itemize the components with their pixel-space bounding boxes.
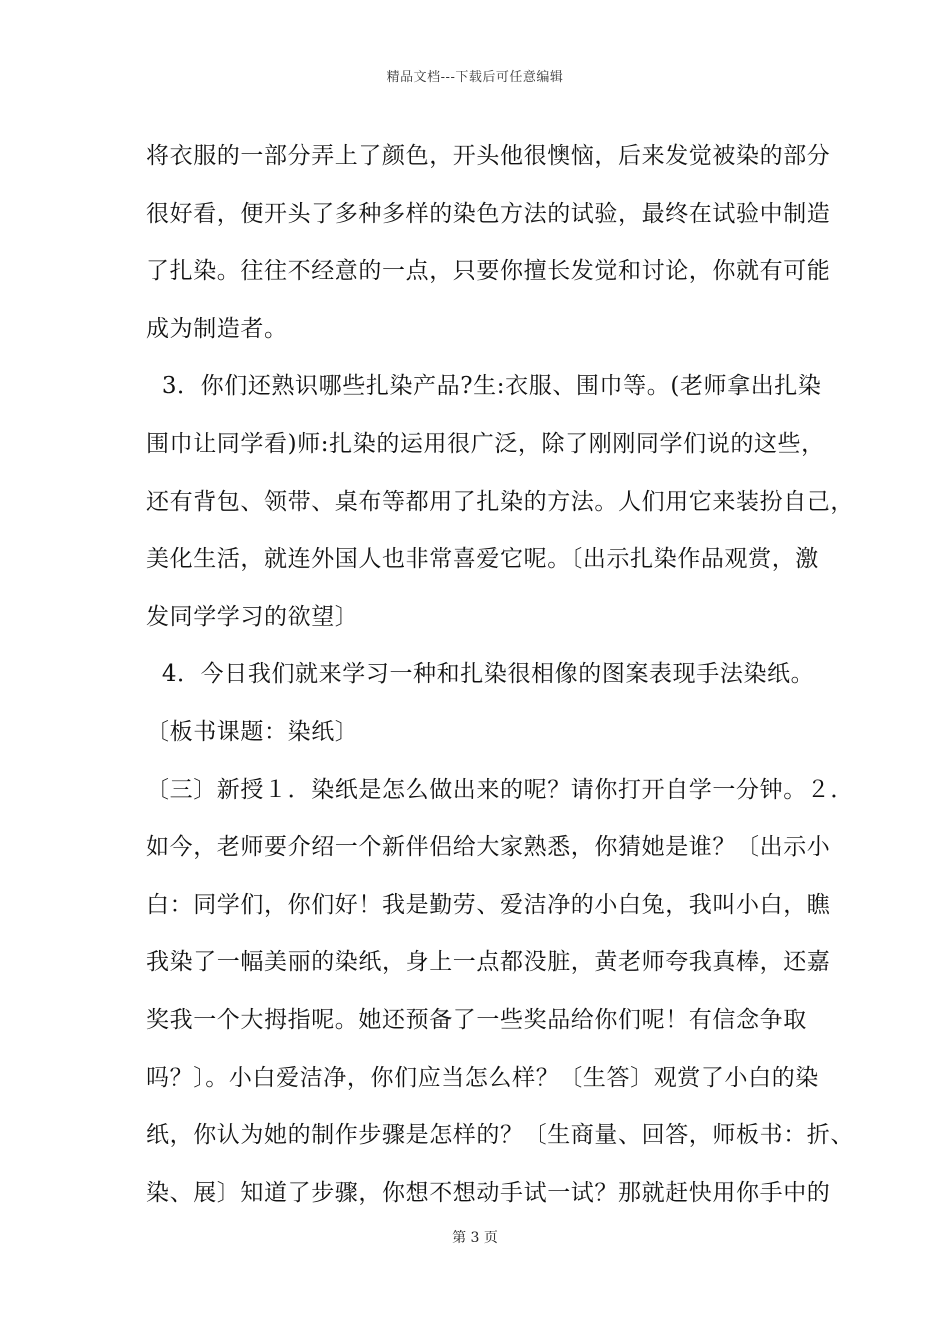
- text-line: 染、展〕知道了步骤，你想不想动手试一试？那就赶快用你手中的: [146, 1179, 831, 1206]
- document-body: [146, 128, 854, 1222]
- text-line: 很好看，便开头了多种多样的染色方法的试验，最终在试验中制造: [146, 200, 831, 227]
- page-number: 第 3 页: [452, 1230, 498, 1246]
- text-line: 3．你们还熟识哪些扎染产品?生:衣服、围巾等。(老师拿出扎染: [146, 373, 822, 400]
- text-line: 成为制造者。: [146, 315, 288, 342]
- text-line: 还有背包、领带、桌布等都用了扎染的方法。人们用它来装扮自己，: [146, 488, 854, 515]
- text-line: 纸，你认为她的制作步骤是怎样的？〔生商量、回答，师板书：折、: [146, 1122, 854, 1149]
- text-line: 〔三〕新授１．染纸是怎么做出来的呢？请你打开自学一分钟。２．: [146, 776, 854, 803]
- text-line: 发同学学习的欲望〕: [146, 603, 359, 630]
- text-line: 将衣服的一部分弄上了颜色，开头他很懊恼，后来发觉被染的部分: [146, 143, 831, 169]
- text-line: 围巾让同学看)师:扎染的运用很广泛，除了刚刚同学们说的这些，: [146, 430, 825, 457]
- text-line: 〔板书课题：染纸〕: [146, 718, 359, 745]
- text-line: 4．今日我们就来学习一种和扎染很相像的图案表现手法染纸。: [146, 661, 815, 688]
- page-header: 精品文档---下载后可任意编辑: [386, 70, 564, 85]
- text-line: 了扎染。往往不经意的一点，只要你擅长发觉和讨论，你就有可能: [146, 258, 831, 285]
- text-line: 美化生活，就连外国人也非常喜爱它呢。〔出示扎染作品观赏，激: [146, 546, 819, 573]
- text-line: 白：同学们，你们好！我是勤劳、爱洁净的小白兔，我叫小白，瞧: [146, 891, 831, 918]
- text-line: 吗？〕。小白爱洁净，你们应当怎么样？〔生答〕观赏了小白的染: [146, 1064, 819, 1091]
- text-line: 奖我一个大拇指呢。她还预备了一些奖品给你们呢！有信念争取: [146, 1006, 807, 1033]
- text-line: 如今，老师要介绍一个新伴侣给大家熟悉，你猜她是谁？〔出示小: [146, 834, 831, 861]
- text-line: 我染了一幅美丽的染纸，身上一点都没脏，黄老师夸我真棒，还嘉: [146, 949, 831, 976]
